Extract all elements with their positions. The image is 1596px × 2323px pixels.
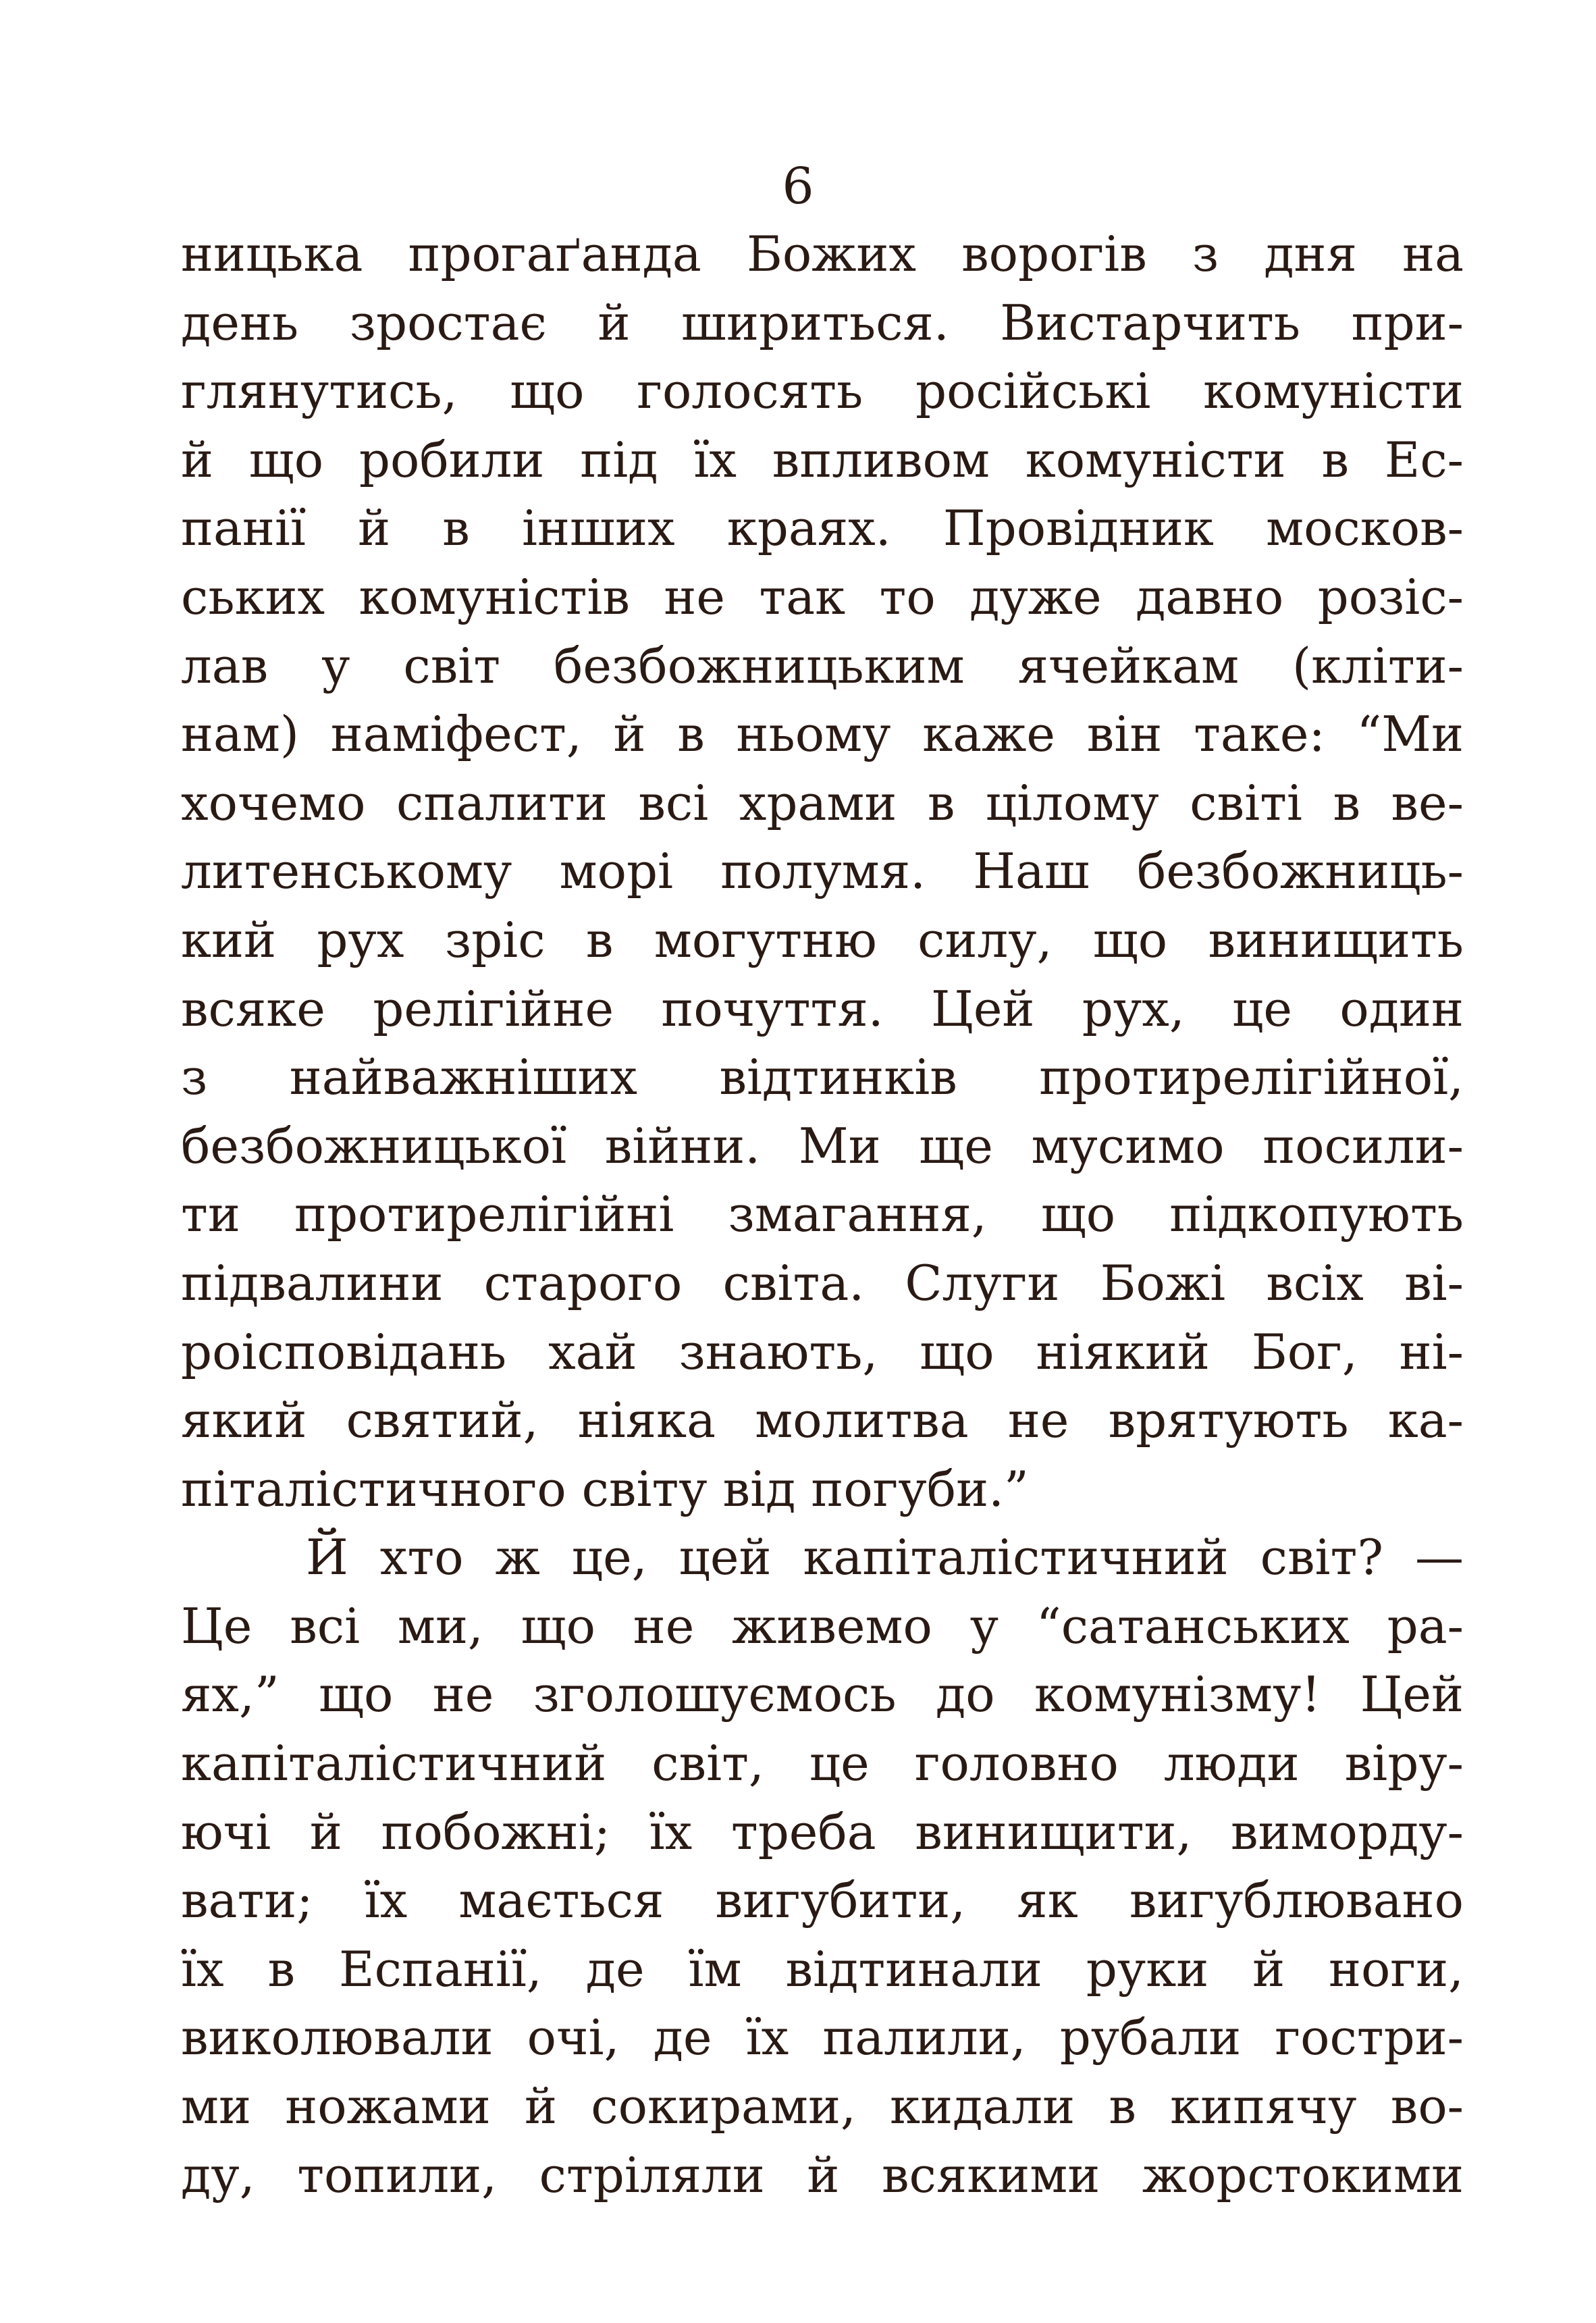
text-line: вати; їх мається вигубити, як вигублювано xyxy=(181,1872,1464,1929)
text-line: ду, топили, стріляли й всякими жорстокими xyxy=(181,2146,1464,2203)
page-number: 6 xyxy=(782,157,814,215)
text-line: який святий, ніяка молитва не врятують ка- xyxy=(181,1392,1464,1449)
paragraph-end-line: піталістичного світу від погуби.” xyxy=(181,1460,1029,1517)
text-line: ми ножами й сокирами, кидали в кипячу во- xyxy=(181,2078,1464,2135)
text-line: ти протирелігійні змагання, що підкопують xyxy=(181,1186,1464,1243)
text-line: нам) наміфест, й в ньому каже він таке: “Ми xyxy=(181,706,1464,763)
text-line: всяке релігійне почуття. Цей рух, це один xyxy=(181,980,1464,1037)
text-line: ських комуністів не так то дуже давно розіс- xyxy=(181,568,1464,625)
body-text xyxy=(181,220,1464,2210)
text-line: капіталістичний світ, це головно люди віру- xyxy=(181,1735,1464,1792)
text-line: глянутись, що голосять російські комуністи xyxy=(181,363,1464,420)
text-line: роісповідань хай знають, що ніякий Бог, ні- xyxy=(181,1323,1464,1380)
text-line: литенському морі полумя. Наш безбожниць- xyxy=(181,843,1464,900)
text-line: з найважніших відтинків протирелігійної, xyxy=(181,1049,1464,1106)
text-line: підвалини старого світа. Слуги Божі всіх ві- xyxy=(181,1254,1464,1311)
text-line: Це всі ми, що не живемо у “сатанських ра- xyxy=(181,1597,1464,1654)
text-line: виколювали очі, де їх палили, рубали гостри- xyxy=(181,2009,1464,2066)
text-line: ницька прогаґанда Божих ворогів з дня на xyxy=(181,226,1464,282)
text-line: й що робили під їх впливом комуністи в Ес- xyxy=(181,431,1464,488)
text-line: безбожницької війни. Ми ще мусимо посили- xyxy=(181,1117,1464,1174)
text-line: ючі й побожні; їх треба винищити, виморду- xyxy=(181,1803,1464,1860)
paragraph-start-line: Й хто ж це, цей капіталістичний світ? — xyxy=(306,1529,1464,1586)
text-line: панії й в інших краях. Провідник москов- xyxy=(181,500,1464,557)
text-line: їх в Еспанії, де їм відтинали руки й ноги, xyxy=(181,1940,1464,1998)
text-line: лав у світ безбожницьким ячейкам (кліти- xyxy=(181,637,1464,694)
text-line: хочемо спалити всі храми в цілому світі в ве- xyxy=(181,774,1464,831)
text-line: кий рух зріс в могутню силу, що винищить xyxy=(181,911,1464,968)
text-line: ях,” що не зголошуємось до комунізму! Цей xyxy=(181,1666,1464,1723)
text-line: день зростає й шириться. Вистарчить при- xyxy=(181,294,1464,351)
